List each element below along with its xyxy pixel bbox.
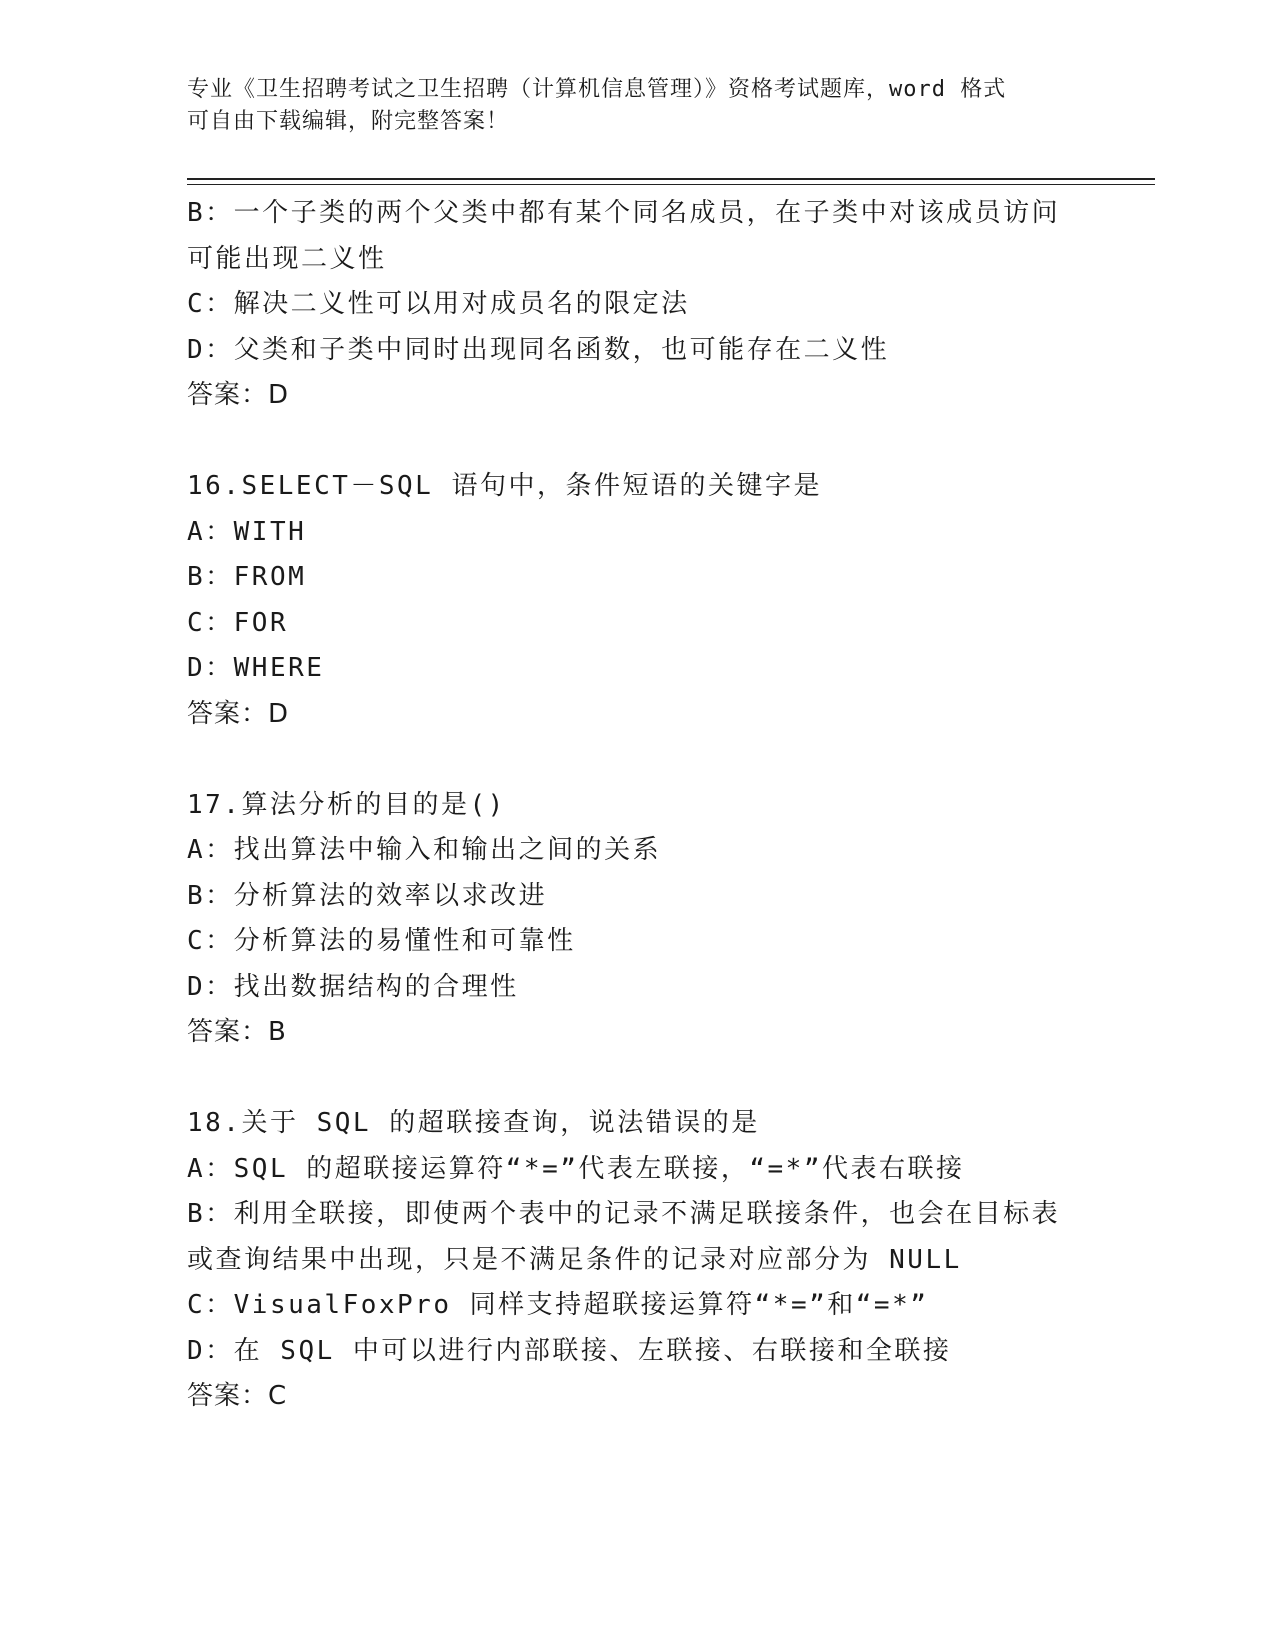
q16-option-d: D：WHERE: [187, 653, 325, 683]
q16-option-a: A：WITH: [187, 516, 307, 547]
q18-option-b-line-2: 或查询结果中出现，只是不满足条件的记录对应部分为 NULL: [187, 1244, 962, 1275]
question-15-block: [187, 191, 1107, 419]
q15-option-c: C：解决二义性可以用对成员名的限定法: [187, 289, 690, 319]
question-17-block: [187, 783, 1107, 1056]
header-title-line-2: 可自由下载编辑，附完整答案！: [187, 109, 510, 134]
q15-answer: 答案：D: [187, 380, 290, 410]
q17-option-c: C：分析算法的易懂性和可靠性: [187, 926, 576, 956]
q16-answer: 答案：D: [187, 698, 290, 729]
q18-option-a: A：SQL 的超联接运算符“*=”代表左联接，“=*”代表右联接: [187, 1153, 965, 1184]
q17-answer: 答案：B: [187, 1017, 287, 1047]
question-spacer: [187, 1056, 1107, 1102]
q17-option-a: A：找出算法中输入和输出之间的关系: [187, 835, 662, 865]
q18-option-b-line-1: B：利用全联接，即使两个表中的记录不满足联接条件，也会在目标表: [187, 1199, 1061, 1229]
header-divider: [187, 178, 1155, 185]
q16-option-b: B：FROM: [187, 562, 307, 592]
question-18-block: [187, 1101, 1107, 1420]
q16-option-c: C：FOR: [187, 607, 289, 638]
q17-question: 17.算法分析的目的是(): [187, 789, 506, 820]
q18-option-c: C：VisualFoxPro 同样支持超联接运算符“*=”和“=*”: [187, 1290, 929, 1320]
q18-question: 18.关于 SQL 的超联接查询，说法错误的是: [187, 1108, 760, 1138]
q18-option-d: D：在 SQL 中可以进行内部联接、左联接、右联接和全联接: [187, 1335, 952, 1366]
q18-answer: 答案：C: [187, 1381, 288, 1411]
q16-question: 16.SELECT－SQL 语句中，条件短语的关键字是: [187, 471, 822, 501]
q17-option-d: D：找出数据结构的合理性: [187, 971, 519, 1002]
question-spacer: [187, 737, 1107, 783]
question-16-block: [187, 464, 1107, 737]
q15-option-b-line-2: 可能出现二义性: [187, 243, 387, 274]
q17-option-b: B：分析算法的效率以求改进: [187, 880, 548, 911]
question-list: [187, 191, 1107, 1420]
q15-option-b-line-1: B：一个子类的两个父类中都有某个同名成员，在子类中对该成员访问: [187, 198, 1061, 228]
document-header: [187, 74, 1087, 138]
question-spacer: [187, 419, 1107, 465]
header-title-line-1: 专业《卫生招聘考试之卫生招聘（计算机信息管理）》资格考试题库，word 格式: [187, 77, 1007, 102]
q15-option-d: D：父类和子类中同时出现同名函数，也可能存在二义性: [187, 334, 890, 365]
